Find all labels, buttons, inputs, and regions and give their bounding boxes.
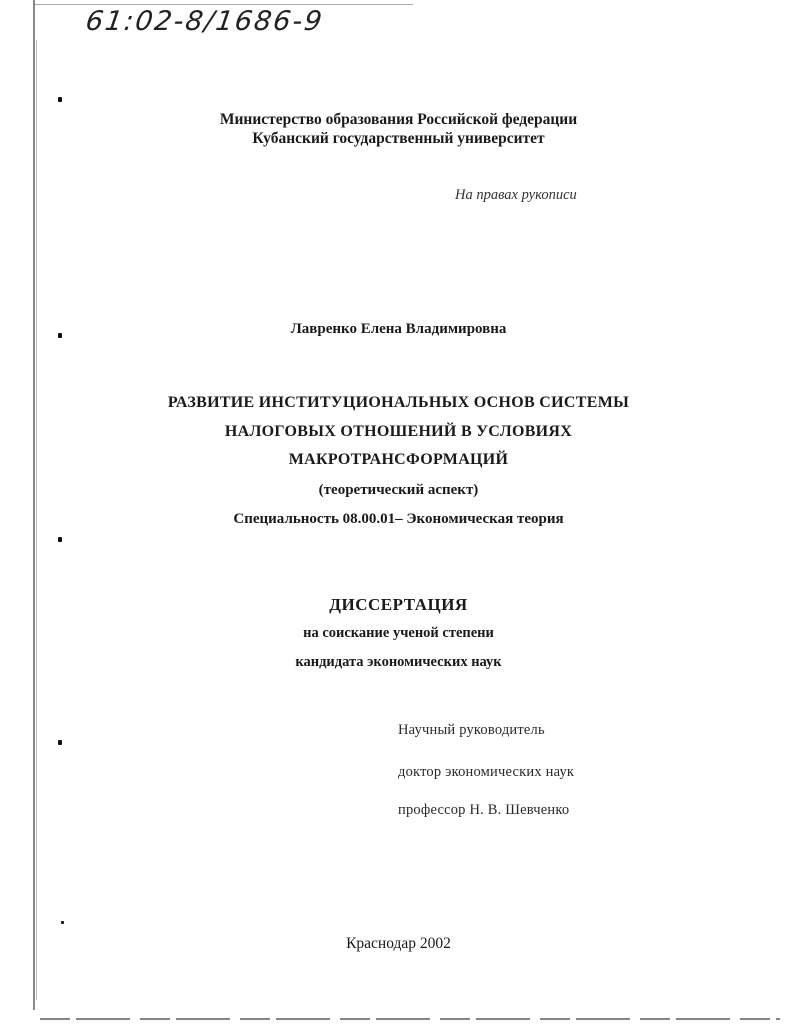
scan-dot [61,921,64,924]
title-line-2: НАЛОГОВЫХ ОТНОШЕНИЙ В УСЛОВИЯХ [224,423,573,440]
scan-dot [58,537,62,542]
title-line-3: МАКРОТРАНСФОРМАЦИЙ [288,451,509,468]
scan-top-line [33,4,413,5]
degree-line-1: на соискание ученой степени [303,625,494,641]
dissertation-label: ДИССЕРТАЦИЯ [329,595,468,614]
scan-dot [58,97,62,102]
author-name: Лавренко Елена Владимировна [290,321,507,337]
scan-edge-line [33,0,35,1010]
degree-line-2: кандидата экономических наук [295,654,502,670]
scan-dot [58,740,62,745]
specialty: Специальность 08.00.01– Экономическая теория [233,511,564,527]
advisor-degree: доктор экономических наук [398,764,575,780]
archive-code: 61:02-8/1686-9 [83,6,326,37]
place-year: Краснодар 2002 [346,935,451,952]
advisor-name: профессор Н. В. Шевченко [398,802,570,818]
scan-bottom-line [40,1018,780,1020]
ministry-name: Министерство образования Российской федерации [219,111,578,128]
manuscript-rights-note: На правах рукописи [455,187,577,203]
advisor-role: Научный руководитель [398,722,545,738]
title-line-1: РАЗВИТИЕ ИНСТИТУЦИОНАЛЬНЫХ ОСНОВ СИСТЕМЫ [167,394,630,411]
university-name: Кубанский государственный университет [252,130,545,147]
title-aspect: (теоретический аспект) [318,482,479,498]
